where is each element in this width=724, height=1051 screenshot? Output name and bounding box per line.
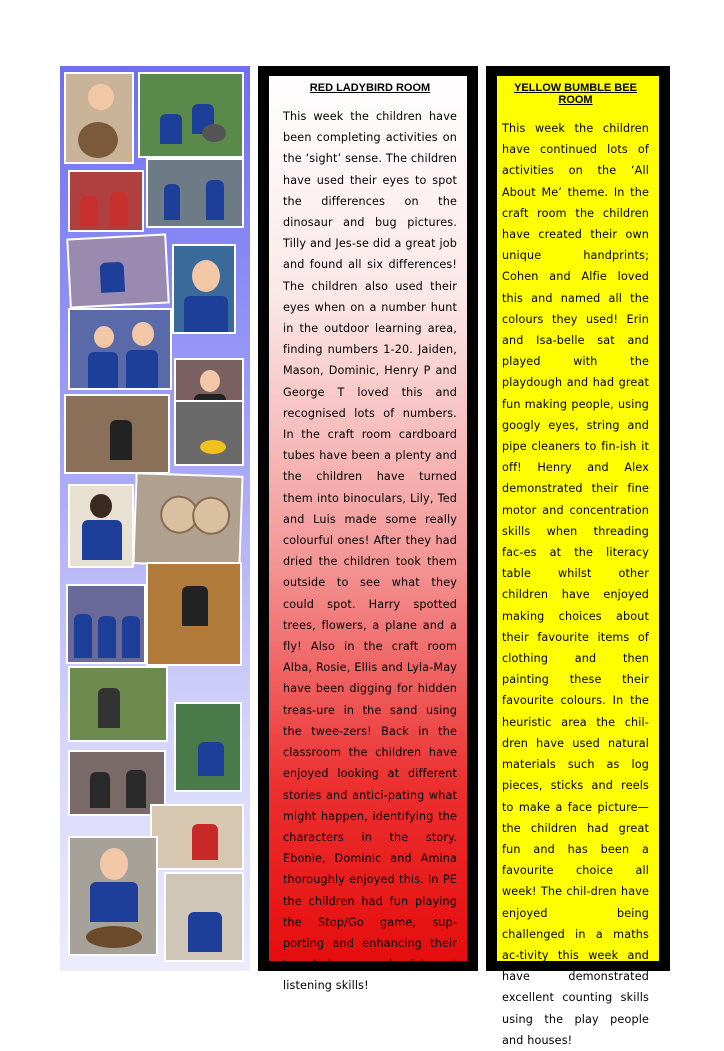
photo-collage (60, 66, 250, 971)
photo-children-plates (68, 308, 172, 390)
photo-child-craft-table (68, 484, 134, 568)
yellow-panel-body-text: This week the children have continued lots of activities on the ‘All About Me’ theme. In the craft room the children have created their own unique handprints; Cohen and Alfie loved this and named all the colours they used! Erin and Isa-belle sat and played with the playdough and had great fun making people, using googly eyes, string and pipe cleaners to fin-ish it off! Henry and Alex demonstrated their fine motor and concentration skills when threading fac-es at the literacy table whilst other children have enjoyed making choices about their favourite items of clothing and then painting these their favourite colours. In the heuristic area the chil-dren have used natural materials such as log pieces, sticks and reels to make a face picture—the children had great fun and has been a favourite choice all week! The chil-dren have enjoyed being challenged in a maths ac-tivity this week and have demonstrated excellent counting skills using the play people and houses! (502, 122, 649, 1047)
photo-child-yellow-toy (174, 400, 244, 466)
yellow-panel-title: YELLOW BUMBLE BEE ROOM (514, 82, 637, 106)
red-panel-content (269, 76, 467, 993)
photo-child-table (164, 872, 244, 962)
photo-children-outdoor (146, 158, 244, 228)
photo-boy-smiling (172, 244, 236, 334)
photo-child-floor-play (66, 233, 170, 308)
red-panel-title: RED LADYBIRD ROOM (309, 82, 431, 94)
photo-boy-counting (68, 836, 158, 956)
yellow-bumble-bee-room-panel (486, 66, 670, 1047)
photo-cardboard-binoculars (132, 472, 243, 568)
photo-child-garden (68, 666, 168, 742)
photo-child-shelves (64, 394, 170, 474)
photo-child-red-jumper (150, 804, 244, 870)
photo-children-classroom (68, 170, 144, 232)
red-panel-body-text: This week the children have been completing activities on the ‘sight’ sense. The children have used their eyes to spot the differences on the dinosaur and bug pictures. Tilly and Jes-se did a great job and found all six differences! The children also used their eyes when on a number hunt in the outdoor learning area, finding numbers 1-20. Jaiden, Mason, Dominic, Henry P and George T loved this and recognised lots of numbers. In the craft room cardboard tubes have been a plenty and the children have turned them into binoculars, Lily, Ted and Luis made some really colourful ones! After they had dried the children took them outside to see what they could spot. Harry spotted trees, flowers, a plane and a fly! Also in the craft room Alba, Rosie, Ellis and Lyla-May have been digging for hidden treas-ure in the sand using the twee-zers! Back in the classroom the children have enjoyed looking at different stories and antici-pating what might happen, identifying the characters in the story. Ebonie, Dominic and Amina thoroughly enjoyed this. In PE the children had fun playing the Stop/Go game, sup-porting and enhancing their knowledge on road safety and listening skills! (283, 110, 457, 993)
yellow-panel-content (497, 76, 659, 1047)
photo-child-books (174, 702, 242, 792)
red-ladybird-room-panel (258, 66, 478, 993)
photo-children-water-tray (138, 72, 244, 158)
photo-children-holding-papers (66, 584, 146, 664)
photo-child-face-mask (64, 72, 134, 164)
photo-child-sand-tray (146, 562, 242, 666)
